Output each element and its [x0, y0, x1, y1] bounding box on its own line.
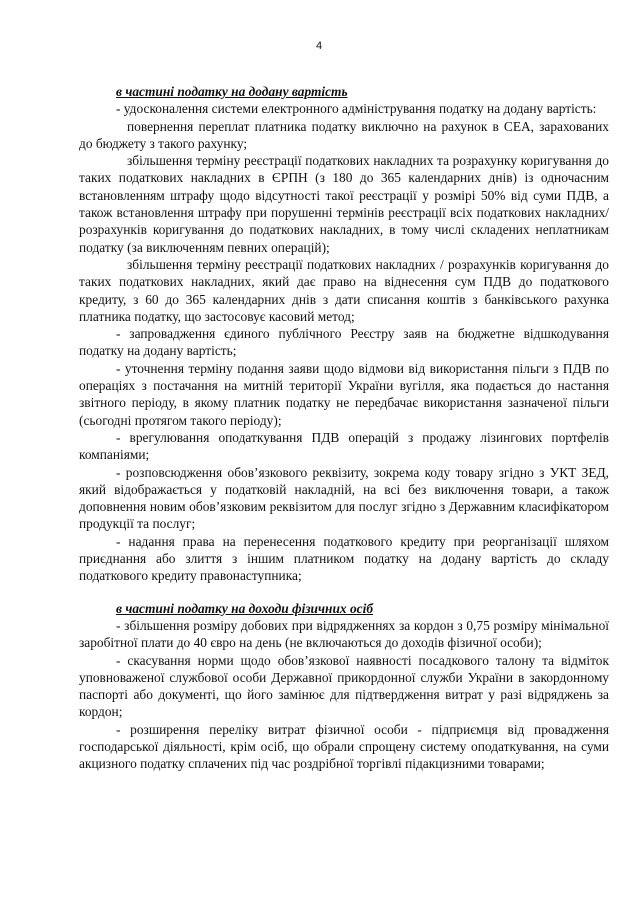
paragraph: збільшення терміну реєстрації податкових накладних / розрахунків коригування до таких податкових накладних, який дає право на віднесення сум ПДВ до податкового кредиту, з 60 до 365 календарних днів з дати списання коштів з банківського рахунка платника податку, що застосовує касовий метод;: [79, 256, 609, 324]
paragraph: - надання права на перенесення податкового кредиту при реорганізації шляхом приєднання або злиття з іншим платником податку на додану вартість до складу податкового кредиту правонаступника;: [79, 533, 609, 584]
paragraph: - удосконалення системи електронного адміністрування податку на додану вартість:: [116, 101, 597, 117]
paragraph: збільшення терміну реєстрації податкових накладних та розрахунку коригування до таких податкових накладних в ЄРПН (з 180 до 365 календарних днів) із одночасним встановленням штрафу щодо відсутності такої реєстрації у розмірі 50% від суми ПДВ, а також встановлення штрафу при порушенні термінів реєстрації всіх податкових накладних/розрахунків коригування до податкових накладних, в тому числі складених неплатникам податку (за виключенням певних операцій);: [79, 153, 609, 255]
paragraph: - розповсюдження обов’язкового реквізиту, зокрема коду товару згідно з УКТ ЗЕД, який відображається у податковій накладній, на всі без виключення товари, а також доповнення новим обов’язковим реквізитом для послуг згідно з Державним класифікатором продукції та послуг;: [79, 464, 609, 532]
paragraph: - врегулювання оподаткування ПДВ операцій з продажу лізингових портфелів компаніями;: [79, 429, 609, 463]
paragraph: - скасування норми щодо обов’язкової наявності посадкового талону та відміток уповноваженої службової особи Державної прикордонної служби України в закордонному паспорті або документі, що його замінює для підтвердження витрат у разі відряджень за кордон;: [79, 652, 609, 720]
section-heading-pit: в частині податку на доходи фізичних осіб: [116, 600, 373, 616]
document-body: [79, 83, 609, 773]
page-number: 4: [315, 40, 323, 52]
paragraph: - розширення переліку витрат фізичної особи - підприємця від провадження господарської діяльності, крім осіб, що обрали спрощену систему оподаткування, на суми акцизного податку сплачених під час роздрібної торгівлі підакцизними товарами;: [79, 721, 609, 772]
paragraph: - збільшення розміру добових при відрядженнях за кордон з 0,75 розміру мінімальної заробітної плати до 40 євро на день (не включаються до доходів фізичної особи);: [79, 617, 609, 651]
paragraph: - запровадження єдиного публічного Реєстру заяв на бюджетне відшкодування податку на додану вартість;: [79, 326, 609, 359]
paragraph: - уточнення терміну подання заяви щодо відмови від використання пільги з ПДВ по операціях з постачання на митній території України вугілля, яка подається до настання звітного періоду, в якому платник податку не передбачає використання зазначеної пільги (сьогодні протягом такого періоду);: [79, 360, 609, 428]
section-spacer: [79, 585, 609, 600]
paragraph: повернення переплат платника податку виключно на рахунок в СЕА, зарахованих до бюджету з такого рахунку;: [79, 118, 609, 151]
section-heading-vat: в частині податку на додану вартість: [116, 84, 348, 99]
